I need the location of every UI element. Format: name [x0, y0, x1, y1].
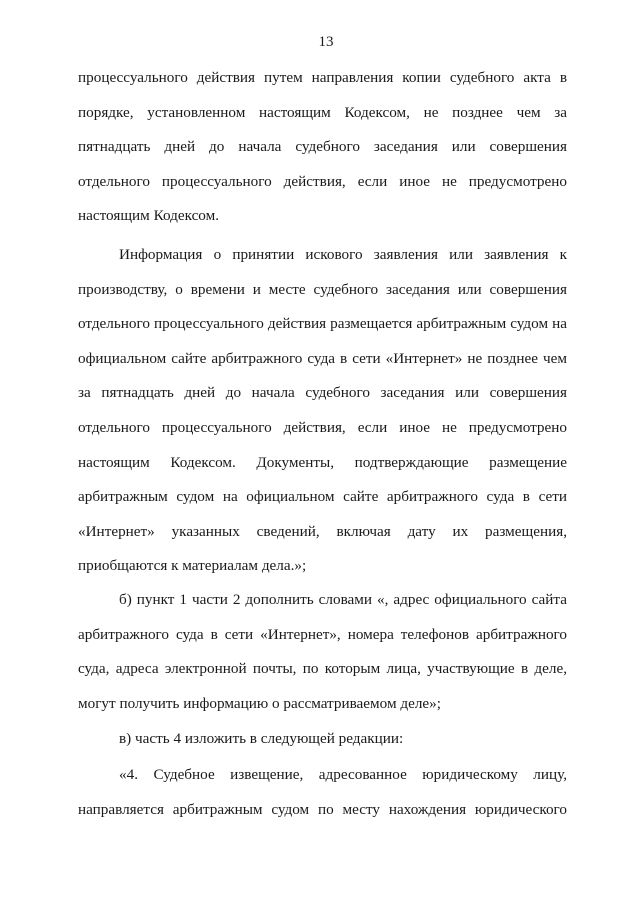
- text-line: настоящим Кодексом.: [78, 207, 220, 225]
- text-line: за пятнадцать дней до начала судебного заседания или совершения: [78, 384, 567, 402]
- text-line: арбитражного суда в сети «Интернет», номера телефонов арбитражного: [78, 625, 567, 643]
- paragraph-information: [78, 238, 567, 584]
- text-line: направляется арбитражным судом по месту нахождения юридического: [78, 800, 567, 818]
- paragraph-item-b: [78, 583, 567, 721]
- text-line: пятнадцать дней до начала судебного заседания или совершения: [78, 138, 567, 156]
- text-line: арбитражным судом на официальном сайте арбитражного суда в сети: [78, 488, 567, 506]
- text-line: порядке, установленном настоящим Кодексом, не позднее чем за: [78, 103, 567, 121]
- text-line: процессуального действия путем направления копии судебного акта в: [78, 69, 567, 86]
- paragraph-item-v: [78, 722, 567, 757]
- text-line: суда, адреса электронной почты, по которым лица, участвующие в деле,: [78, 660, 567, 678]
- text-line: «Интернет» указанных сведений, включая дату их размещения,: [78, 522, 567, 540]
- text-line: официальном сайте арбитражного суда в сети «Интернет» не позднее чем: [78, 349, 567, 367]
- text-line: отдельного процессуального действия, если иное не предусмотрено: [78, 418, 567, 436]
- text-line: отдельного процессуального действия, если иное не предусмотрено: [78, 172, 567, 190]
- text-line: отдельного процессуального действия размещается арбитражным судом на: [78, 315, 567, 333]
- text-line: «4. Судебное извещение, адресованное юридическому лицу,: [119, 766, 567, 783]
- paragraph-part-4: [78, 758, 567, 827]
- text-line: Информация о принятии искового заявления или заявления к: [119, 246, 567, 263]
- page-number: 13: [318, 34, 334, 50]
- text-line: производству, о времени и месте судебного заседания или совершения: [78, 280, 567, 298]
- text-line: могут получить информацию о рассматриваемом деле»;: [78, 694, 441, 712]
- text-line: приобщаются к материалам дела.»;: [78, 557, 307, 575]
- paragraph-continuation: [78, 61, 567, 234]
- text-line: в) часть 4 изложить в следующей редакции:: [119, 730, 404, 747]
- text-line: настоящим Кодексом. Документы, подтверждающие размещение: [78, 453, 567, 471]
- text-line: б) пункт 1 части 2 дополнить словами «, адрес официального сайта: [119, 591, 567, 608]
